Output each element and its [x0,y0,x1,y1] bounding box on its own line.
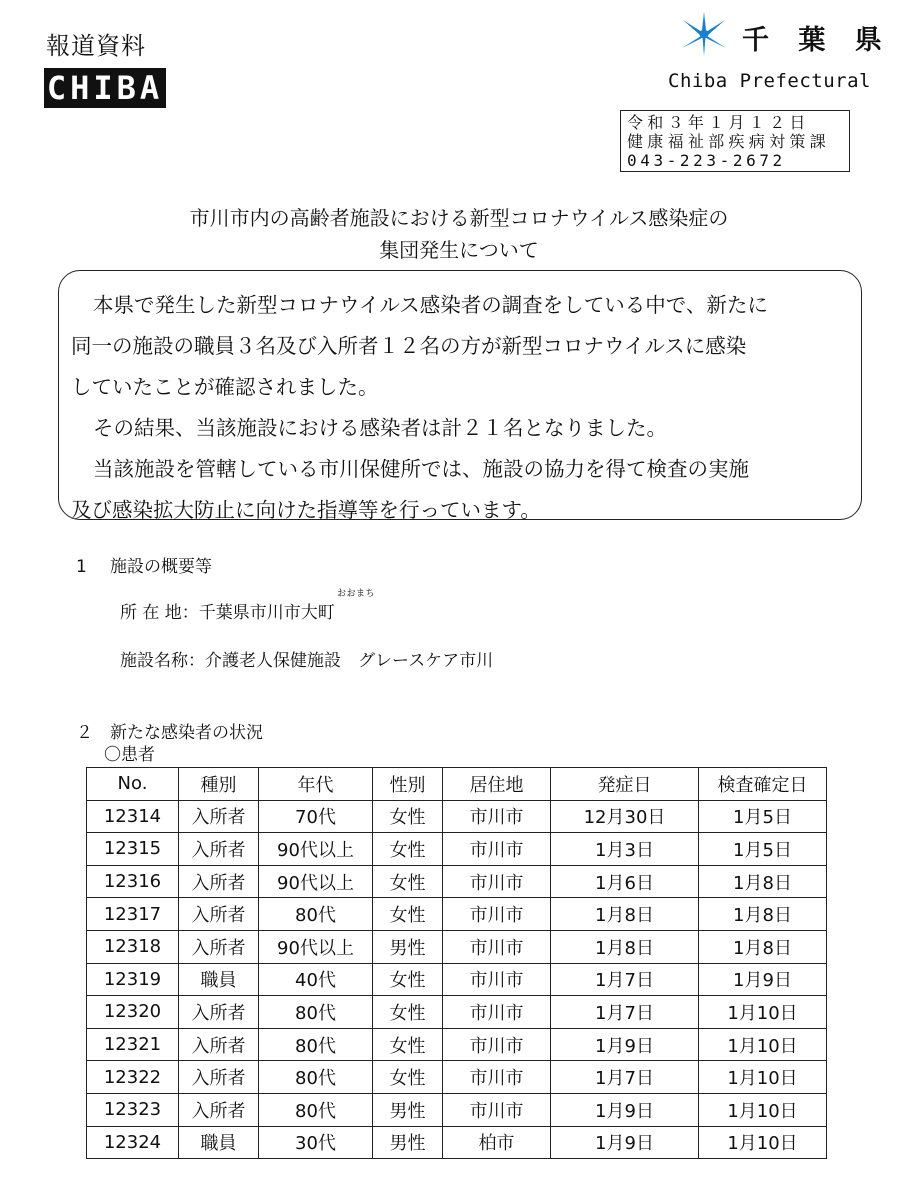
category-cell: 入所者 [179,1093,259,1126]
case-no-cell: 12315 [87,833,179,866]
case-no-cell: 12317 [87,898,179,931]
residence-cell: 市川市 [443,800,551,833]
table-row [87,865,827,898]
prefecture-english-name: Chiba Prefectural [668,70,871,92]
age-group-cell: 40代 [259,963,373,996]
case-no-cell: 12320 [87,996,179,1029]
sex-cell: 女性 [373,865,443,898]
summary-line: 当該施設を管轄している市川保健所では、施設の協力を得て検査の実施 [93,457,749,481]
chiba-prefecture-emblem-icon [680,10,728,58]
onset-date-cell: 1月7日 [551,963,699,996]
age-group-cell: 90代以上 [259,865,373,898]
document-title-line-1: 市川市内の高齢者施設における新型コロナウイルス感染症の [189,206,729,230]
column-header-sex: 性別 [373,768,443,801]
table-row [87,1028,827,1061]
table-header-row [87,768,827,801]
facility-name-label: 施設名称： [120,651,205,671]
category-cell: 職員 [179,963,259,996]
residence-cell: 市川市 [443,1093,551,1126]
residence-cell: 市川市 [443,996,551,1029]
case-no-cell: 12318 [87,930,179,963]
confirmed-date-cell: 1月10日 [699,1061,827,1094]
confirmed-date-cell: 1月8日 [699,865,827,898]
chiba-logo: CHIBA [44,68,166,108]
section-number: ２ [76,723,93,743]
column-header-category: 種別 [179,768,259,801]
confirmed-date-cell: 1月10日 [699,1126,827,1159]
age-group-cell: 80代 [259,1028,373,1061]
table-row [87,1126,827,1159]
document-title-line-2: 集団発生について [379,238,539,262]
summary-line: していたことが確認されました。 [71,375,379,399]
sex-cell: 男性 [373,1126,443,1159]
table-row [87,930,827,963]
residence-cell: 市川市 [443,898,551,931]
residence-cell: 柏市 [443,1126,551,1159]
onset-date-cell: 1月8日 [551,930,699,963]
prefecture-name: 千 葉 県 [742,25,892,56]
sex-cell: 女性 [373,996,443,1029]
location-value: 千葉県市川市大町 [198,603,335,623]
confirmed-date-cell: 1月8日 [699,930,827,963]
confirmed-date-cell: 1月10日 [699,1028,827,1061]
table-row [87,963,827,996]
confirmed-date-cell: 1月9日 [699,963,827,996]
summary-box [58,270,862,520]
residence-cell: 市川市 [443,1061,551,1094]
confirmed-date-cell: 1月10日 [699,996,827,1029]
section-title: 新たな感染者の状況 [110,723,263,743]
sex-cell: 女性 [373,898,443,931]
sex-cell: 女性 [373,1061,443,1094]
onset-date-cell: 1月9日 [551,1093,699,1126]
confirmed-date-cell: 1月5日 [699,800,827,833]
age-group-cell: 80代 [259,996,373,1029]
sex-cell: 女性 [373,833,443,866]
table-row [87,833,827,866]
table-row [87,1093,827,1126]
location-furigana: おおまち [337,589,376,599]
category-cell: 入所者 [179,930,259,963]
case-no-cell: 12321 [87,1028,179,1061]
facility-name [120,646,493,671]
table-row [87,800,827,833]
age-group-cell: 30代 [259,1126,373,1159]
residence-cell: 市川市 [443,963,551,996]
category-cell: 入所者 [179,865,259,898]
confirmed-date-cell: 1月8日 [699,898,827,931]
onset-date-cell: 1月9日 [551,1126,699,1159]
facility-name-value: 介護老人保健施設 グレースケア市川 [205,651,494,671]
sex-cell: 女性 [373,800,443,833]
section-title: 施設の概要等 [110,557,212,577]
category-cell: 入所者 [179,1028,259,1061]
department-name: 健康福祉部疾病対策課 [627,132,831,151]
onset-date-cell: 1月3日 [551,833,699,866]
cases-table [86,767,827,1159]
case-no-cell: 12319 [87,963,179,996]
press-release-label: 報道資料 [46,32,146,60]
table-body [87,800,827,1159]
release-date: 令和３年１月１２日 [627,113,810,132]
case-no-cell: 12322 [87,1061,179,1094]
age-group-cell: 70代 [259,800,373,833]
sex-cell: 男性 [373,1093,443,1126]
table-row [87,1061,827,1094]
table-row [87,996,827,1029]
onset-date-cell: 1月7日 [551,1061,699,1094]
onset-date-cell: 12月30日 [551,800,699,833]
location-label: 所 在 地： [120,603,199,623]
column-header-residence: 居住地 [443,768,551,801]
confirmed-date-cell: 1月10日 [699,1093,827,1126]
column-header-case-no: No. [87,768,179,801]
section-number: 1 [76,557,87,577]
summary-line: 本県で発生した新型コロナウイルス感染者の調査をしている中で、新たに [93,293,768,317]
summary-line: その結果、当該施設における感染者は計２１名となりました。 [93,416,667,440]
table-row [87,898,827,931]
age-group-cell: 80代 [259,898,373,931]
issuer-info-box [620,110,850,172]
category-cell: 入所者 [179,996,259,1029]
column-header-age-group: 年代 [259,768,373,801]
age-group-cell: 80代 [259,1061,373,1094]
summary-line: 同一の施設の職員３名及び入所者１２名の方が新型コロナウイルスに感染 [71,334,747,358]
category-cell: 入所者 [179,898,259,931]
onset-date-cell: 1月6日 [551,865,699,898]
facility-location [120,598,335,623]
case-no-cell: 12316 [87,865,179,898]
column-header-onset-date: 発症日 [551,768,699,801]
residence-cell: 市川市 [443,1028,551,1061]
sex-cell: 女性 [373,1028,443,1061]
residence-cell: 市川市 [443,865,551,898]
onset-date-cell: 1月7日 [551,996,699,1029]
case-no-cell: 12324 [87,1126,179,1159]
category-cell: 入所者 [179,1061,259,1094]
summary-line: 及び感染拡大防止に向けた指導等を行っています。 [71,498,541,522]
age-group-cell: 80代 [259,1093,373,1126]
confirmed-date-cell: 1月5日 [699,833,827,866]
age-group-cell: 90代以上 [259,930,373,963]
sex-cell: 女性 [373,963,443,996]
residence-cell: 市川市 [443,833,551,866]
age-group-cell: 90代以上 [259,833,373,866]
column-header-confirmed-date: 検査確定日 [699,768,827,801]
onset-date-cell: 1月9日 [551,1028,699,1061]
contact-phone: 043-223-2672 [627,151,786,170]
section-1-heading [76,552,212,577]
sex-cell: 男性 [373,930,443,963]
category-cell: 入所者 [179,800,259,833]
category-cell: 入所者 [179,833,259,866]
category-cell: 職員 [179,1126,259,1159]
patients-label: 〇患者 [104,745,155,765]
residence-cell: 市川市 [443,930,551,963]
onset-date-cell: 1月8日 [551,898,699,931]
case-no-cell: 12314 [87,800,179,833]
case-no-cell: 12323 [87,1093,179,1126]
